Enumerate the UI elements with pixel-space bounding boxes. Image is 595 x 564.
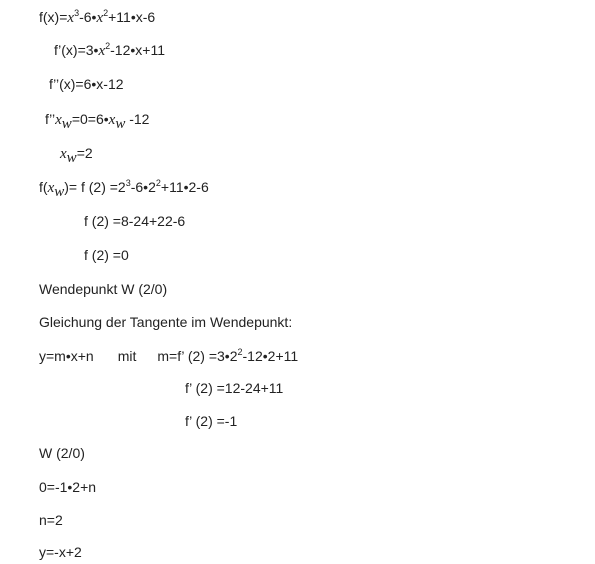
line-xw-result-part: =2 (76, 145, 93, 161)
line-tangent-result (39, 543, 82, 561)
line-second-derivative-zero-subscript: w (61, 116, 72, 132)
line-second-derivative-zero-part: f’’ (45, 111, 56, 127)
line-f2-expanded (84, 212, 185, 230)
line-function (39, 8, 155, 27)
line-tangent-equation-part: mit (117, 348, 137, 364)
line-xw-result (60, 144, 93, 166)
line-second-derivative (49, 75, 124, 93)
line-tangent-equation (39, 347, 298, 365)
line-first-derivative (54, 41, 165, 60)
line-n-result (39, 511, 63, 529)
line-function-part: f(x)= (39, 9, 68, 25)
line-first-derivative-part: -12•x+11 (110, 42, 165, 58)
line-function-exponent: 3 (74, 8, 80, 18)
line-point-w-text: W (2/0) (39, 445, 85, 461)
line-f2-expanded-text: f (2) =8-24+22-6 (84, 213, 186, 229)
line-f-at-xw-exponent: 2 (155, 178, 161, 188)
line-f2-result-text: f (2) =0 (84, 247, 129, 263)
line-tangent-equation-exponent: 2 (237, 347, 243, 357)
line-n-result-text: n=2 (39, 512, 63, 528)
line-second-derivative-zero (45, 110, 150, 132)
line-second-derivative-zero-part: -12 (125, 111, 150, 127)
line-f-at-xw-part: x (47, 180, 55, 196)
line-f-at-xw-subscript: w (54, 184, 65, 200)
line-function-part: x (67, 10, 75, 26)
line-insert-point (39, 478, 96, 496)
line-tangent-equation-part: y=m•x+n (39, 348, 94, 364)
line-function-part: -6• (79, 9, 97, 25)
line-first-derivative-part: f’(x)=3• (54, 42, 99, 58)
line-tangent-heading (39, 313, 292, 331)
line-function-part: x (96, 10, 104, 26)
line-slope-expanded-text: f’ (2) =12-24+11 (185, 380, 284, 396)
line-tangent-equation-part: m=f’ (2) =3•2 (157, 348, 238, 364)
line-second-derivative-zero-part: x (55, 112, 62, 128)
line-tangent-equation-part: -12•2+11 (242, 348, 299, 364)
line-tangent-result-text: y=-x+2 (39, 544, 82, 560)
line-slope-result (185, 412, 237, 430)
line-f-at-xw-part: +11•2-6 (160, 179, 209, 195)
line-f-at-xw-part: -6•2 (130, 179, 156, 195)
line-first-derivative-exponent: 2 (105, 41, 111, 51)
line-inflection-point (39, 280, 167, 298)
line-function-exponent: 2 (103, 8, 109, 18)
line-second-derivative-zero-subscript: w (115, 116, 126, 132)
line-f-at-xw-exponent: 3 (125, 178, 131, 188)
line-insert-point-text: 0=-1•2+n (39, 479, 97, 495)
line-xw-result-part: x (60, 146, 67, 162)
line-second-derivative-text: f’’(x)=6•x-12 (49, 76, 124, 92)
line-point-w (39, 444, 85, 462)
line-f-at-xw-part: )= f (2) =2 (64, 179, 126, 195)
line-f-at-xw (39, 178, 209, 200)
line-first-derivative-part: x (98, 43, 106, 59)
line-second-derivative-zero-part: =0=6• (71, 111, 109, 127)
line-slope-result-text: f’ (2) =-1 (185, 413, 238, 429)
line-f-at-xw-part: f( (39, 179, 48, 195)
line-xw-result-subscript: w (66, 150, 77, 166)
line-f2-result (84, 246, 129, 264)
line-tangent-heading-text: Gleichung der Tangente im Wendepunkt: (39, 314, 293, 330)
line-function-part: +11•x-6 (108, 9, 156, 25)
line-inflection-point-text: Wendepunkt W (2/0) (39, 281, 168, 297)
line-slope-expanded (185, 379, 283, 397)
line-second-derivative-zero-part: x (108, 112, 116, 128)
